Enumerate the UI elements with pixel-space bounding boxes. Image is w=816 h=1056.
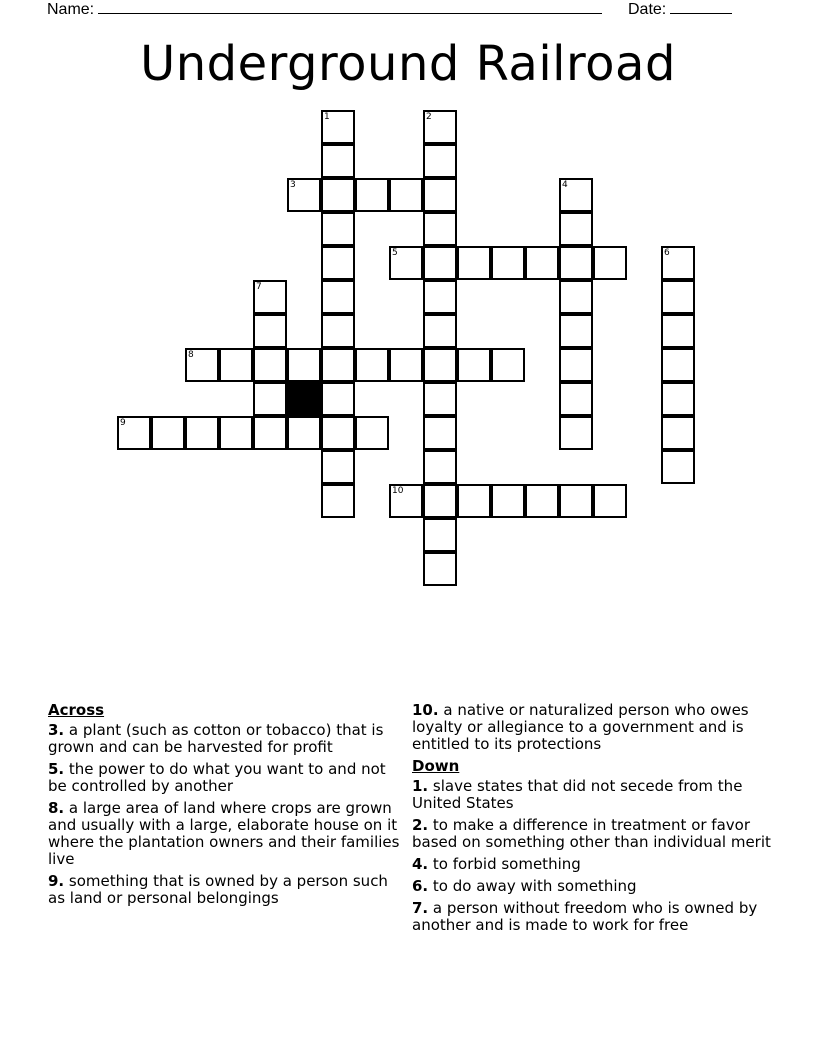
crossword-cell[interactable] (321, 382, 355, 416)
crossword-cell[interactable] (559, 178, 593, 212)
crossword-cell[interactable] (423, 314, 457, 348)
crossword-cell[interactable] (491, 484, 525, 518)
clue-text: a plant (such as cotton or tobacco) that is grown and can be harvested for profit (48, 721, 384, 756)
crossword-cell[interactable] (661, 416, 695, 450)
crossword-cell[interactable] (559, 382, 593, 416)
crossword-cell[interactable] (423, 484, 457, 518)
crossword-cell[interactable] (321, 348, 355, 382)
crossword-cell[interactable] (661, 246, 695, 280)
clue-text: to do away with something (432, 877, 637, 895)
clue-number: 7. (412, 899, 429, 917)
clue-text: a person without freedom who is owned by another and is made to work for free (412, 899, 758, 934)
crossword-cell[interactable] (321, 280, 355, 314)
down-clue (412, 900, 772, 934)
crossword-cell[interactable] (593, 246, 627, 280)
down-clue (412, 856, 772, 873)
crossword-cell[interactable] (661, 314, 695, 348)
across-clue (412, 702, 772, 753)
crossword-cell[interactable] (559, 314, 593, 348)
crossword-cell[interactable] (559, 246, 593, 280)
crossword-cell[interactable] (253, 314, 287, 348)
clue-number: 1. (412, 777, 429, 795)
crossword-cell[interactable] (151, 416, 185, 450)
across-clue (48, 800, 403, 868)
cell-number: 3 (290, 180, 296, 190)
crossword-cell[interactable] (321, 144, 355, 178)
crossword-cell[interactable] (525, 484, 559, 518)
crossword-cell[interactable] (321, 450, 355, 484)
crossword-cell[interactable] (423, 178, 457, 212)
crossword-cell[interactable] (559, 416, 593, 450)
crossword-cell[interactable] (389, 246, 423, 280)
clue-number: 8. (48, 799, 65, 817)
crossword-cell[interactable] (559, 484, 593, 518)
page-title: Underground Railroad (140, 36, 676, 92)
crossword-cell[interactable] (253, 382, 287, 416)
crossword-cell[interactable] (389, 178, 423, 212)
clue-number: 4. (412, 855, 429, 873)
crossword-cell[interactable] (423, 246, 457, 280)
crossword-cell[interactable] (559, 212, 593, 246)
crossword-cell[interactable] (287, 178, 321, 212)
crossword-cell[interactable] (661, 348, 695, 382)
clues-right-column (412, 702, 772, 939)
clue-number: 5. (48, 760, 65, 778)
crossword-cell[interactable] (423, 212, 457, 246)
crossword-cell[interactable] (389, 484, 423, 518)
across-clue (48, 722, 403, 756)
crossword-cell[interactable] (321, 484, 355, 518)
clue-number: 9. (48, 872, 65, 890)
name-label: Name: (47, 1, 95, 18)
clue-text: something that is owned by a person such as land or personal belongings (48, 872, 388, 907)
crossword-cell[interactable] (661, 450, 695, 484)
crossword-cell[interactable] (661, 280, 695, 314)
crossword-cell[interactable] (661, 382, 695, 416)
crossword-cell[interactable] (219, 416, 253, 450)
crossword-cell[interactable] (321, 416, 355, 450)
clues-left-column (48, 702, 403, 912)
crossword-cell[interactable] (389, 348, 423, 382)
down-clue (412, 878, 772, 895)
cell-number: 2 (426, 112, 432, 122)
crossword-cell[interactable] (423, 518, 457, 552)
clue-text: a native or naturalized person who owes loyalty or allegiance to a government and is entitled to its protections (412, 701, 749, 753)
crossword-cell[interactable] (117, 416, 151, 450)
crossword-cell[interactable] (457, 484, 491, 518)
crossword-cell[interactable] (423, 450, 457, 484)
crossword-cell[interactable] (321, 314, 355, 348)
crossword-cell[interactable] (219, 348, 253, 382)
crossword-cell[interactable] (593, 484, 627, 518)
crossword-cell[interactable] (253, 416, 287, 450)
crossword-cell[interactable] (559, 348, 593, 382)
across-heading: Across (48, 701, 105, 719)
crossword-cell[interactable] (491, 246, 525, 280)
crossword-cell[interactable] (559, 280, 593, 314)
crossword-cell[interactable] (321, 178, 355, 212)
clue-number: 6. (412, 877, 429, 895)
clue-text: slave states that did not secede from the United States (412, 777, 743, 812)
crossword-cell[interactable] (185, 416, 219, 450)
clue-number: 2. (412, 816, 429, 834)
clue-number: 3. (48, 721, 65, 739)
crossword-cell[interactable] (253, 348, 287, 382)
down-clue (412, 817, 772, 851)
crossword-cell[interactable] (423, 280, 457, 314)
crossword-cell[interactable] (321, 110, 355, 144)
crossword-cell[interactable] (525, 246, 559, 280)
crossword-cell[interactable] (287, 348, 321, 382)
date-label: Date: (628, 1, 667, 18)
crossword-cell[interactable] (321, 246, 355, 280)
crossword-cell[interactable] (491, 348, 525, 382)
cell-number: 7 (256, 282, 262, 292)
cell-number: 10 (392, 486, 404, 496)
crossword-cell[interactable] (185, 348, 219, 382)
down-clue (412, 778, 772, 812)
crossword-cell[interactable] (253, 280, 287, 314)
crossword-cell[interactable] (287, 416, 321, 450)
crossword-cell[interactable] (355, 178, 389, 212)
down-heading: Down (412, 757, 460, 775)
clue-text: a large area of land where crops are grown and usually with a large, elaborate house on it where the plantation owners and their families live (48, 799, 400, 868)
crossword-cell[interactable] (423, 416, 457, 450)
crossword-cell[interactable] (355, 416, 389, 450)
cell-number: 9 (120, 418, 126, 428)
clue-text: the power to do what you want to and not be controlled by another (48, 760, 386, 795)
clue-text: to forbid something (432, 855, 581, 873)
crossword-cell[interactable] (457, 246, 491, 280)
clue-text: to make a difference in treatment or favor based on something other than individual merit (412, 816, 771, 851)
crossword-cell[interactable] (423, 348, 457, 382)
cell-number: 5 (392, 248, 398, 258)
crossword-cell[interactable] (423, 110, 457, 144)
across-clue (48, 761, 403, 795)
crossword-cell[interactable] (423, 382, 457, 416)
across-clue (48, 873, 403, 907)
clue-number: 10. (412, 701, 439, 719)
blocked-cell (287, 382, 321, 416)
cell-number: 6 (664, 248, 670, 258)
crossword-cell[interactable] (423, 144, 457, 178)
crossword-cell[interactable] (355, 348, 389, 382)
cell-number: 1 (324, 112, 330, 122)
crossword-cell[interactable] (457, 348, 491, 382)
cell-number: 8 (188, 350, 194, 360)
crossword-cell[interactable] (321, 212, 355, 246)
crossword-cell[interactable] (423, 552, 457, 586)
cell-number: 4 (562, 180, 568, 190)
